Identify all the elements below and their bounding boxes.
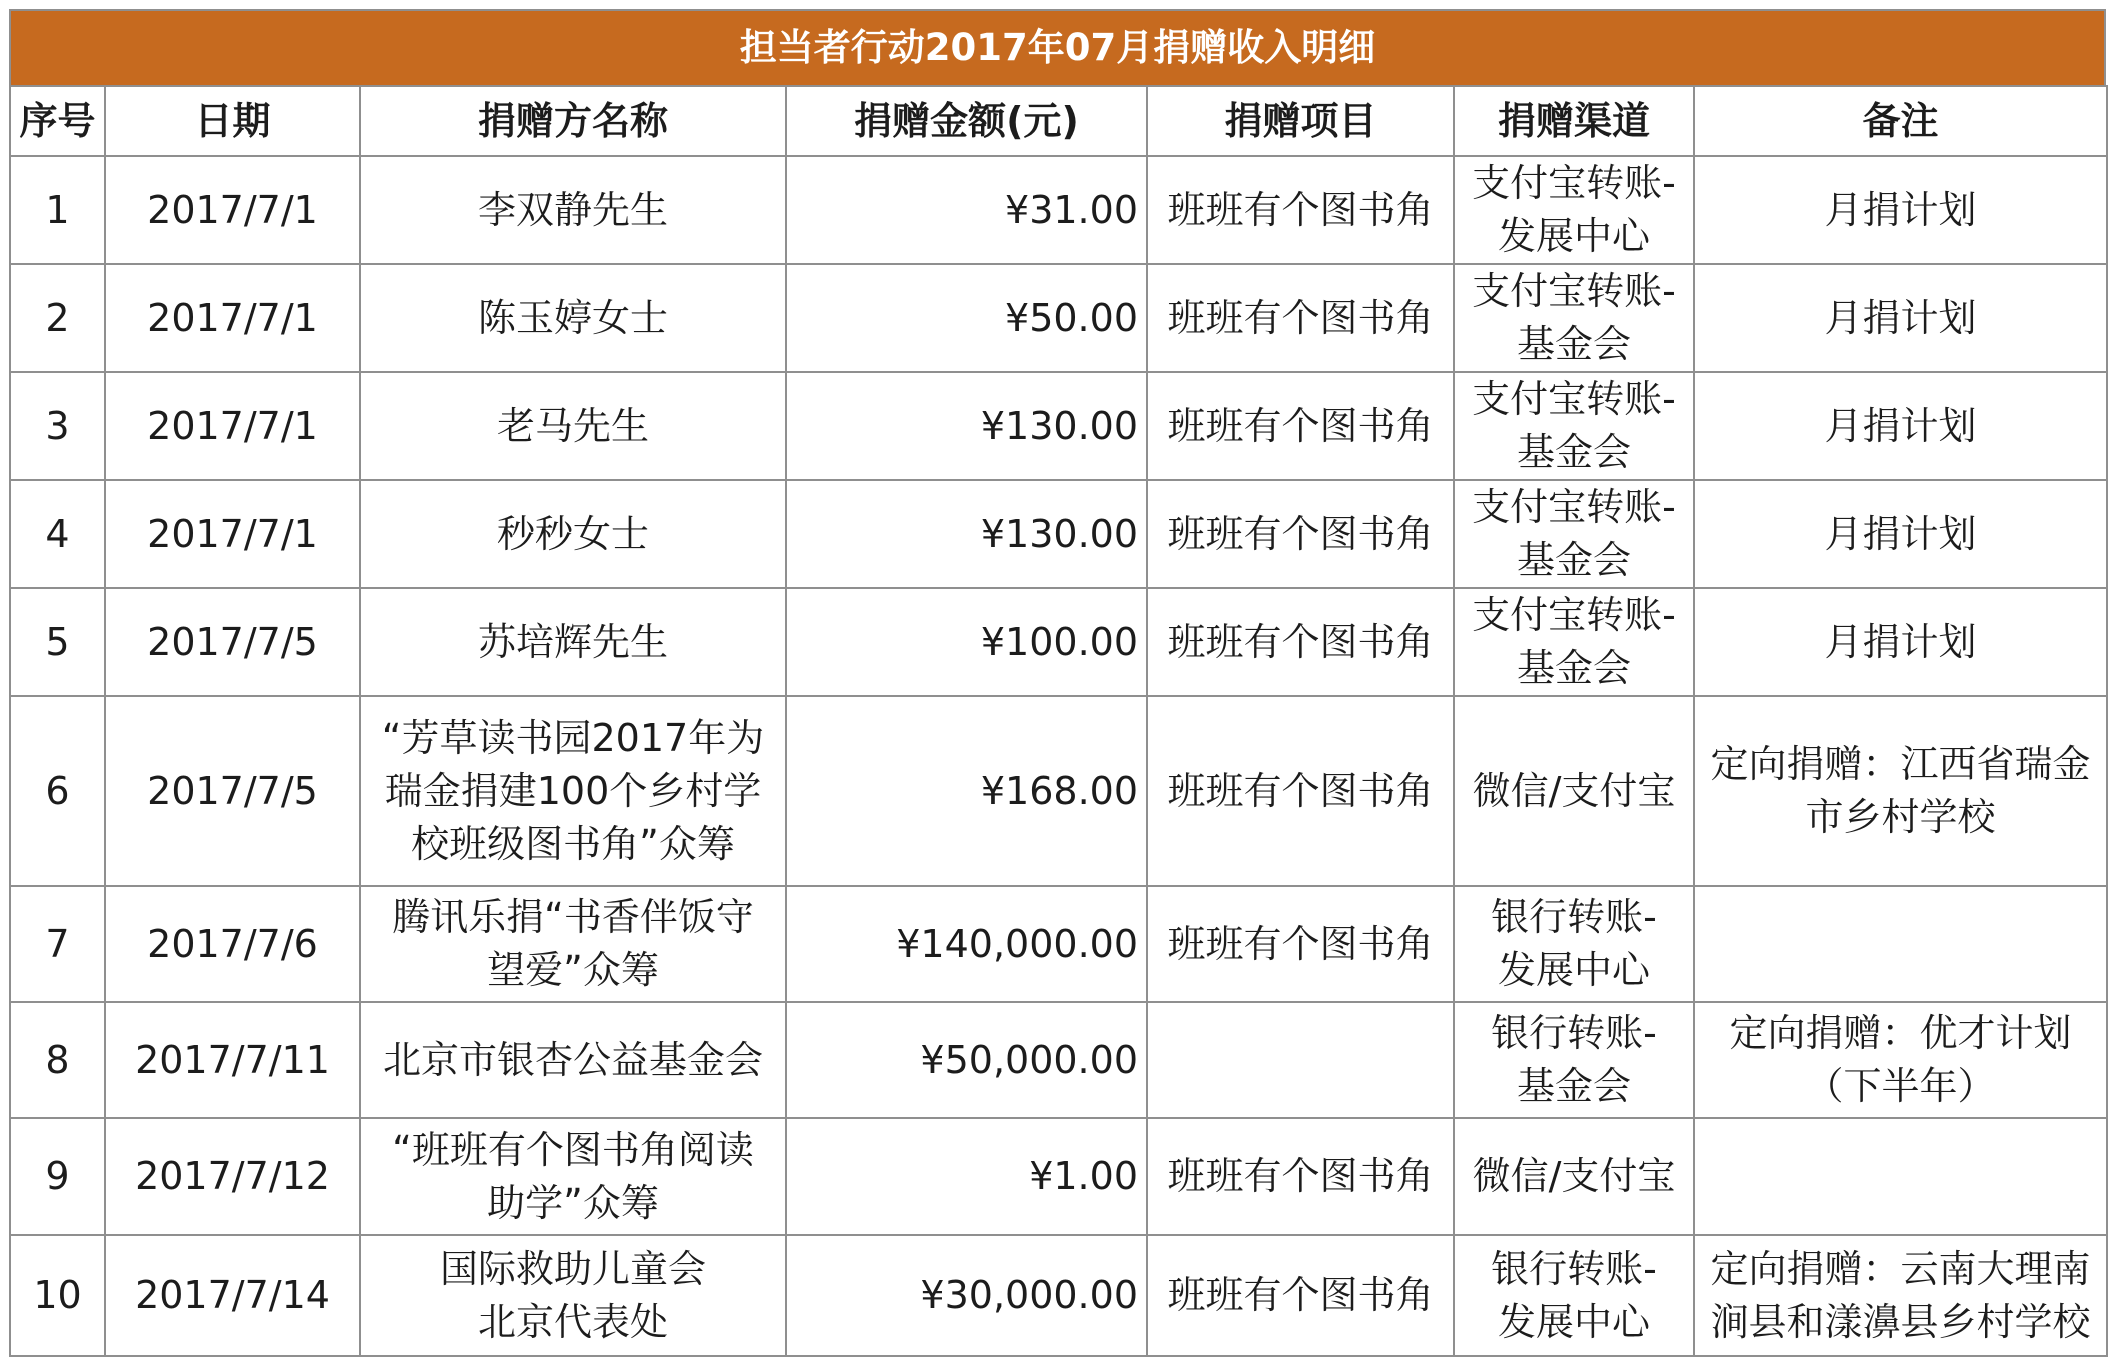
channel-text-line: 银行转账-	[1491, 1011, 1657, 1055]
channel-cell	[1454, 1002, 1694, 1118]
channel-text-line: 基金会	[1516, 430, 1631, 474]
seq-text: 7	[45, 921, 70, 966]
date-text: 2017/7/5	[147, 619, 318, 664]
project-cell	[1147, 1235, 1454, 1356]
header-project: 捐赠项目	[1147, 86, 1454, 156]
channel-cell	[1454, 1235, 1694, 1356]
project-cell	[1147, 372, 1454, 480]
amount-text: ¥130.00	[980, 511, 1138, 556]
channel-text-line: 银行转账-	[1491, 895, 1657, 939]
date-text: 2017/7/1	[147, 511, 318, 556]
donor-cell	[360, 696, 786, 886]
project-text: 班班有个图书角	[1167, 511, 1434, 556]
date-cell	[105, 156, 360, 264]
table-row	[10, 264, 2107, 372]
amount-text: ¥130.00	[980, 403, 1138, 448]
project-cell	[1147, 588, 1454, 696]
date-cell	[105, 264, 360, 372]
channel-text-line: 基金会	[1516, 646, 1631, 690]
date-cell	[105, 372, 360, 480]
amount-cell	[786, 372, 1147, 480]
note-cell	[1694, 1002, 2107, 1118]
channel-text-line: 银行转账-	[1491, 1246, 1657, 1291]
amount-text: ¥100.00	[980, 619, 1138, 664]
note-text-line: 定向捐赠：云南大理南	[1710, 1246, 2091, 1291]
seq-cell	[10, 886, 105, 1002]
date-text: 2017/7/6	[147, 921, 318, 966]
channel-text-line: 发展中心	[1497, 1299, 1650, 1344]
note-text-line: （下半年）	[1805, 1064, 1996, 1108]
header-row	[10, 86, 2107, 156]
donor-text-line: 望爱”众筹	[487, 948, 659, 992]
donor-text-line: 国际救助儿童会	[439, 1246, 706, 1291]
date-text: 2017/7/1	[147, 295, 318, 340]
donor-text: 老马先生	[496, 403, 649, 448]
header-date: 日期	[105, 86, 360, 156]
amount-cell	[786, 1118, 1147, 1235]
donor-cell	[360, 1235, 786, 1356]
amount-text: ¥140,000.00	[896, 921, 1138, 966]
donation-table	[9, 85, 2108, 1357]
donor-cell	[360, 156, 786, 264]
note-cell	[1694, 1118, 2107, 1235]
note-text-line: 市乡村学校	[1805, 795, 1996, 839]
note-cell	[1694, 886, 2107, 1002]
seq-text: 3	[45, 403, 70, 448]
table-row	[10, 156, 2107, 264]
project-text: 班班有个图书角	[1167, 768, 1434, 813]
project-text: 班班有个图书角	[1167, 921, 1434, 966]
channel-text-line: 发展中心	[1497, 948, 1650, 992]
donor-text-line: “班班有个图书角阅读	[392, 1127, 754, 1172]
donor-cell	[360, 886, 786, 1002]
date-text: 2017/7/5	[147, 768, 318, 813]
donor-text-line: 助学”众筹	[487, 1180, 659, 1225]
note-text: 月捐计划	[1824, 619, 1977, 664]
seq-cell	[10, 480, 105, 588]
amount-text: ¥31.00	[1005, 187, 1138, 232]
amount-cell	[786, 264, 1147, 372]
note-text: 月捐计划	[1824, 403, 1977, 448]
donor-cell	[360, 1118, 786, 1235]
date-text: 2017/7/12	[135, 1154, 330, 1198]
project-cell	[1147, 480, 1454, 588]
channel-cell	[1454, 264, 1694, 372]
header-seq: 序号	[10, 86, 105, 156]
donor-text-line: 校班级图书角”众筹	[411, 821, 735, 866]
header-donor: 捐赠方名称	[360, 86, 786, 156]
channel-cell	[1454, 696, 1694, 886]
date-cell	[105, 1235, 360, 1356]
project-cell	[1147, 1002, 1454, 1118]
channel-cell	[1454, 156, 1694, 264]
sheet-title: 担当者行动2017年07月捐赠收入明细	[9, 9, 2106, 85]
donor-text-line: 北京代表处	[477, 1299, 668, 1344]
donor-text-line: “芳草读书园2017年为	[381, 715, 765, 760]
table-row	[10, 886, 2107, 1002]
donor-text: 苏培辉先生	[477, 619, 668, 664]
seq-cell	[10, 264, 105, 372]
seq-cell	[10, 588, 105, 696]
channel-cell	[1454, 1118, 1694, 1235]
date-cell	[105, 886, 360, 1002]
channel-text-line: 支付宝转账-	[1472, 485, 1676, 529]
channel-text-line: 支付宝转账-	[1472, 161, 1676, 205]
donor-cell	[360, 372, 786, 480]
table-body	[10, 156, 2107, 1356]
channel-cell	[1454, 480, 1694, 588]
seq-cell	[10, 1002, 105, 1118]
donor-text: 李双静先生	[477, 187, 668, 232]
date-cell	[105, 1118, 360, 1235]
note-cell	[1694, 1235, 2107, 1356]
donor-text: 秒秒女士	[496, 511, 649, 556]
amount-text: ¥168.00	[980, 768, 1138, 813]
channel-text: 微信/支付宝	[1472, 768, 1676, 813]
channel-cell	[1454, 372, 1694, 480]
donor-cell	[360, 264, 786, 372]
note-text: 月捐计划	[1824, 511, 1977, 556]
seq-cell	[10, 696, 105, 886]
header-channel: 捐赠渠道	[1454, 86, 1694, 156]
channel-text-line: 发展中心	[1497, 214, 1650, 258]
channel-cell	[1454, 886, 1694, 1002]
donor-cell	[360, 480, 786, 588]
channel-text-line: 基金会	[1516, 538, 1631, 582]
table-row	[10, 1118, 2107, 1235]
amount-text: ¥50,000.00	[920, 1037, 1138, 1082]
channel-text-line: 支付宝转账-	[1472, 593, 1676, 637]
project-text: 班班有个图书角	[1167, 1154, 1434, 1198]
header-note: 备注	[1694, 86, 2107, 156]
seq-cell	[10, 156, 105, 264]
table-row	[10, 1002, 2107, 1118]
amount-cell	[786, 1235, 1147, 1356]
amount-text: ¥50.00	[1005, 295, 1138, 340]
note-cell	[1694, 264, 2107, 372]
channel-text-line: 支付宝转账-	[1472, 269, 1676, 313]
channel-text-line: 基金会	[1516, 1064, 1631, 1108]
channel-text-line: 支付宝转账-	[1472, 377, 1676, 421]
table-row	[10, 588, 2107, 696]
date-text: 2017/7/1	[147, 187, 318, 232]
seq-text: 5	[45, 619, 70, 664]
seq-text: 1	[45, 187, 70, 232]
seq-text: 6	[45, 768, 70, 813]
seq-text: 2	[45, 295, 70, 340]
note-text-line: 定向捐赠：优才计划	[1729, 1011, 2072, 1055]
project-text: 班班有个图书角	[1167, 403, 1434, 448]
donor-text-line: 腾讯乐捐“书香伴饭守	[392, 895, 754, 939]
amount-cell	[786, 696, 1147, 886]
date-text: 2017/7/11	[135, 1037, 330, 1082]
date-text: 2017/7/14	[135, 1273, 330, 1317]
channel-text-line: 基金会	[1516, 322, 1631, 366]
amount-cell	[786, 156, 1147, 264]
donation-sheet	[9, 9, 2106, 1357]
project-text: 班班有个图书角	[1167, 295, 1434, 340]
project-cell	[1147, 156, 1454, 264]
note-cell	[1694, 588, 2107, 696]
note-cell	[1694, 156, 2107, 264]
note-cell	[1694, 696, 2107, 886]
header-amount: 捐赠金额(元)	[786, 86, 1147, 156]
amount-text: ¥1.00	[1029, 1154, 1138, 1198]
project-text: 班班有个图书角	[1167, 1273, 1434, 1317]
amount-cell	[786, 480, 1147, 588]
amount-cell	[786, 1002, 1147, 1118]
table-row	[10, 1235, 2107, 1356]
seq-text: 8	[45, 1037, 70, 1082]
date-cell	[105, 696, 360, 886]
date-cell	[105, 480, 360, 588]
channel-cell	[1454, 588, 1694, 696]
seq-cell	[10, 372, 105, 480]
donor-cell	[360, 1002, 786, 1118]
date-cell	[105, 588, 360, 696]
table-row	[10, 696, 2107, 886]
seq-cell	[10, 1118, 105, 1235]
note-text: 月捐计划	[1824, 187, 1977, 232]
date-text: 2017/7/1	[147, 403, 318, 448]
channel-text: 微信/支付宝	[1472, 1154, 1676, 1198]
seq-cell	[10, 1235, 105, 1356]
seq-text: 4	[45, 511, 70, 556]
project-text: 班班有个图书角	[1167, 619, 1434, 664]
note-text-line: 涧县和漾濞县乡村学校	[1710, 1299, 2091, 1344]
project-cell	[1147, 264, 1454, 372]
donor-text: 陈玉婷女士	[477, 295, 668, 340]
amount-text: ¥30,000.00	[920, 1273, 1138, 1317]
project-text: 班班有个图书角	[1167, 187, 1434, 232]
project-cell	[1147, 696, 1454, 886]
table-row	[10, 480, 2107, 588]
seq-text: 10	[33, 1273, 82, 1317]
note-cell	[1694, 480, 2107, 588]
note-text-line: 定向捐赠：江西省瑞金	[1710, 742, 2091, 786]
seq-text: 9	[45, 1154, 70, 1198]
project-cell	[1147, 886, 1454, 1002]
project-cell	[1147, 1118, 1454, 1235]
date-cell	[105, 1002, 360, 1118]
donor-text-line: 瑞金捐建100个乡村学	[384, 768, 762, 813]
table-row	[10, 372, 2107, 480]
amount-cell	[786, 588, 1147, 696]
amount-cell	[786, 886, 1147, 1002]
donor-text: 北京市银杏公益基金会	[382, 1037, 763, 1082]
note-text: 月捐计划	[1824, 295, 1977, 340]
note-cell	[1694, 372, 2107, 480]
donor-cell	[360, 588, 786, 696]
